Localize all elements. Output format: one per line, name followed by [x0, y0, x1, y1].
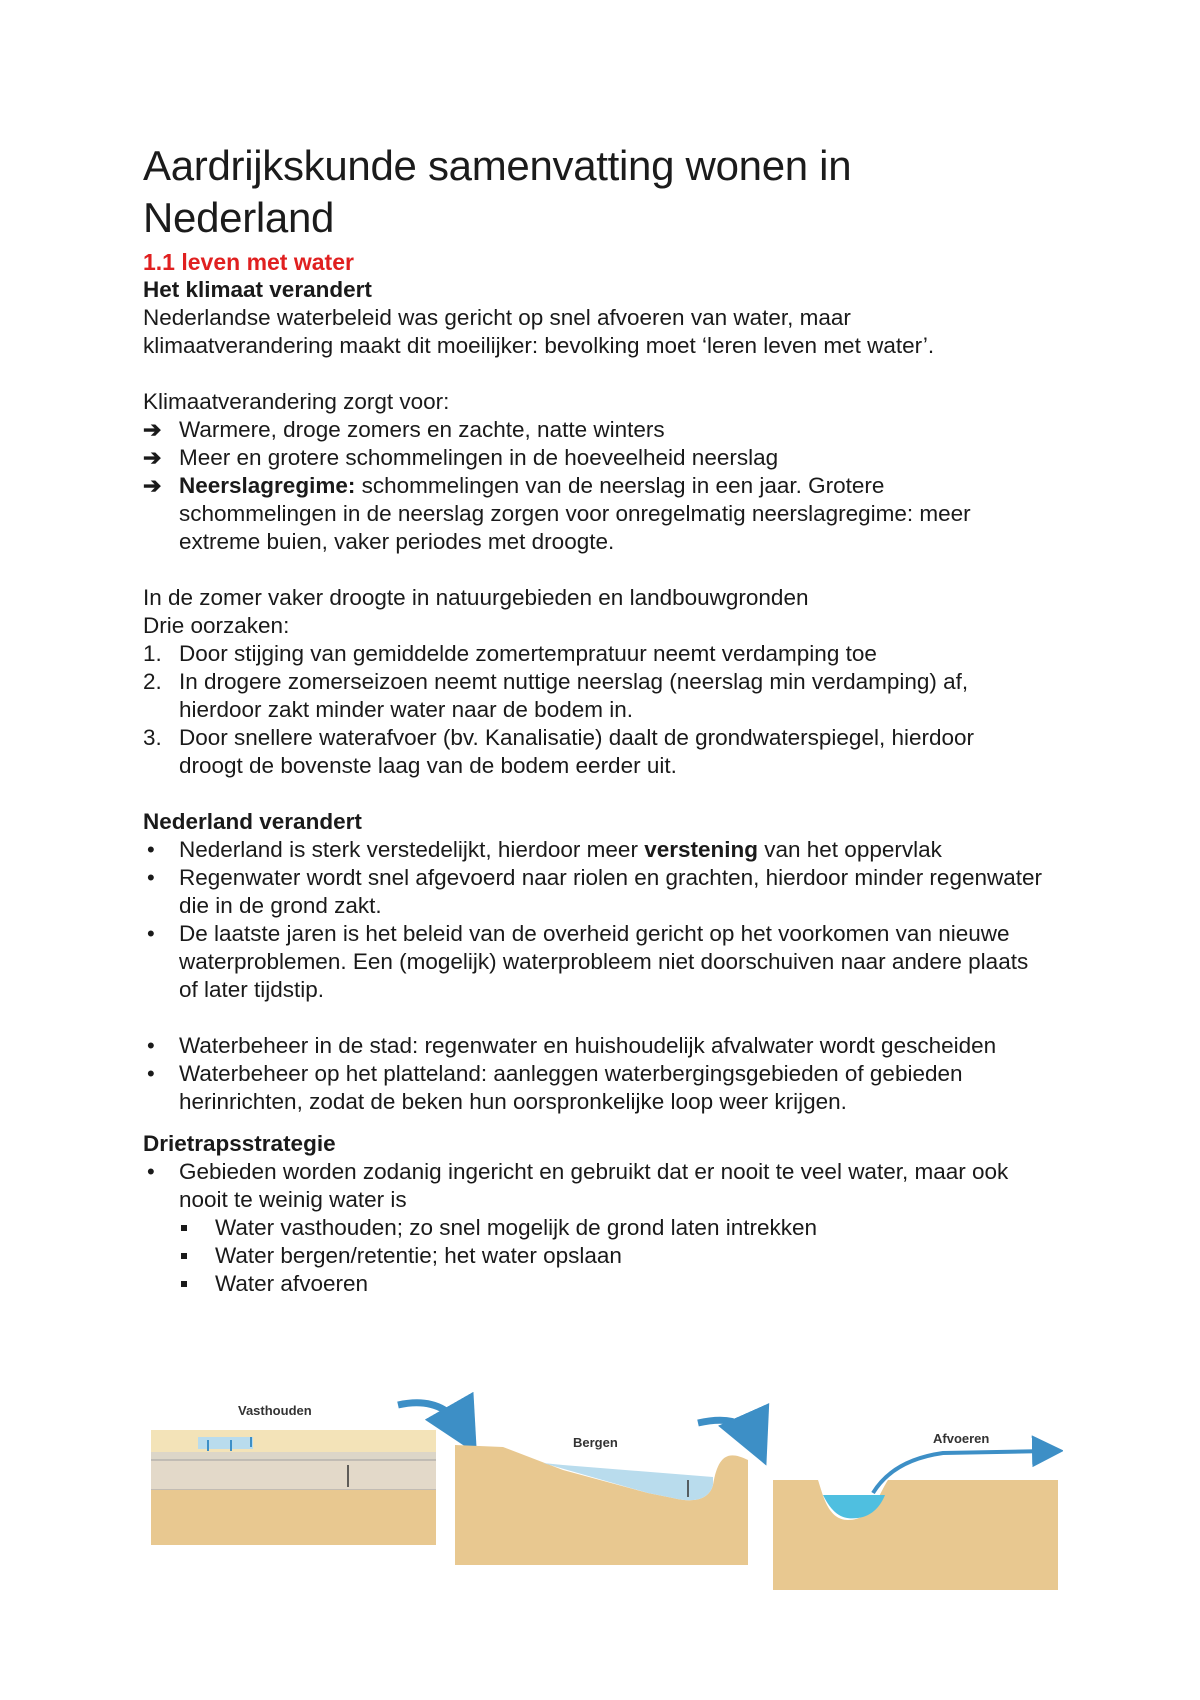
bullet-icon: • [147, 865, 155, 890]
bullet-icon: • [147, 1061, 155, 1086]
square-bullet-icon [181, 1253, 187, 1259]
list-item: • Waterbeheer op het platteland: aanleggen waterbergingsgebieden of gebieden herinrichten, zodat de beken hun oorspronkelijke loop weer krijgen. [147, 1061, 963, 1114]
sub-list-item: Water bergen/retentie; het water opslaan [143, 1242, 1043, 1270]
oorzaken-line: Drie oorzaken: [143, 613, 290, 638]
list-item: ➔ Neerslagregime: schommelingen van de neerslag in een jaar. Grotere schommelingen in de neerslag zorgen voor onregelmatig neerslagregime: meer extreme buien, vaker periodes met droogte. [143, 473, 971, 554]
arrow-bullet-icon: ➔ [143, 445, 162, 470]
list-item: • De laatste jaren is het beleid van de overheid gericht op het voorkomen van nieuwe waterproblemen. Een (mogelijk) waterprobleem niet doorschuiven naar andere plaats of later tijdstip. [147, 921, 1029, 1002]
list-item: • Nederland is sterk verstedelijkt, hierdoor meer verstening van het oppervlak [147, 837, 942, 862]
page-title: Aardrijkskunde samenvatting wonen in Nederland [143, 142, 852, 241]
square-bullet-icon [181, 1281, 187, 1287]
list-item: 1. Door stijging van gemiddelde zomertempratuur neemt verdamping toe [143, 641, 877, 666]
waterbeheer-list [143, 1032, 1043, 1116]
section-heading: 1.1 leven met water [143, 249, 354, 275]
droogte-line: In de zomer vaker droogte in natuurgebieden en landbouwgronden [143, 585, 809, 610]
afvoeren-label: Afvoeren [933, 1431, 990, 1446]
nederland-list [143, 836, 1043, 1004]
nederland-heading: Nederland verandert [143, 809, 362, 834]
list-item: 3. Door snellere waterafvoer (bv. Kanalisatie) daalt de grondwaterspiegel, hierdoor droogt de bovenste laag van de bodem eerder uit. [143, 725, 975, 778]
vasthouden-label: Vasthouden [238, 1403, 312, 1418]
list-item: • Gebieden worden zodanig ingericht en gebruikt dat er nooit te veel water, maar ook nooit te weinig water is [147, 1159, 1009, 1212]
arrow-bullet-icon: ➔ [143, 473, 162, 498]
drietraps-diagram [143, 1385, 1063, 1615]
document-page [143, 140, 1043, 1298]
term-neerslagregime: Neerslagregime: [179, 473, 356, 498]
flow-arrow-icon [698, 1420, 755, 1440]
strategie-list [143, 1158, 1043, 1298]
bullet-icon: • [147, 1033, 155, 1058]
list-item: ➔ Meer en grotere schommelingen in de hoeveelheid neerslag [143, 445, 779, 470]
list-item: 2. In drogere zomerseizoen neemt nuttige neerslag (neerslag min verdamping) af, hierdoor zakt minder water naar de bodem in. [143, 669, 969, 722]
bullet-icon: • [147, 837, 155, 862]
klimaat-heading: Het klimaat verandert [143, 277, 372, 302]
bergen-label: Bergen [573, 1435, 618, 1450]
causes-list [143, 640, 1043, 780]
flow-arrow-icon [398, 1403, 463, 1430]
arrow-bullet-icon: ➔ [143, 417, 162, 442]
sub-list-item: Water afvoeren [143, 1270, 1043, 1298]
list-item: • Regenwater wordt snel afgevoerd naar riolen en grachten, hierdoor minder regenwater die in de grond zakt. [147, 865, 1042, 918]
square-bullet-icon [181, 1225, 187, 1231]
strategie-heading: Drietrapsstrategie [143, 1131, 336, 1156]
bullet-icon: • [147, 921, 155, 946]
klimaat-lead: Klimaatverandering zorgt voor: [143, 389, 450, 414]
sub-list-item: Water vasthouden; zo snel mogelijk de grond laten intrekken [143, 1214, 1043, 1242]
list-item: • Waterbeheer in de stad: regenwater en huishoudelijk afvalwater wordt gescheiden [147, 1033, 997, 1058]
klimaat-intro: Nederlandse waterbeleid was gericht op snel afvoeren van water, maar klimaatverandering maakt dit moeilijker: bevolking moet ‘leren leven met water’. [143, 305, 935, 358]
bergen-panel [455, 1435, 748, 1565]
bullet-icon: • [147, 1159, 155, 1184]
vasthouden-panel [151, 1403, 436, 1545]
arrow-list [143, 416, 1043, 556]
afvoeren-panel [773, 1431, 1058, 1590]
list-item: ➔ Warmere, droge zomers en zachte, natte winters [143, 417, 665, 442]
